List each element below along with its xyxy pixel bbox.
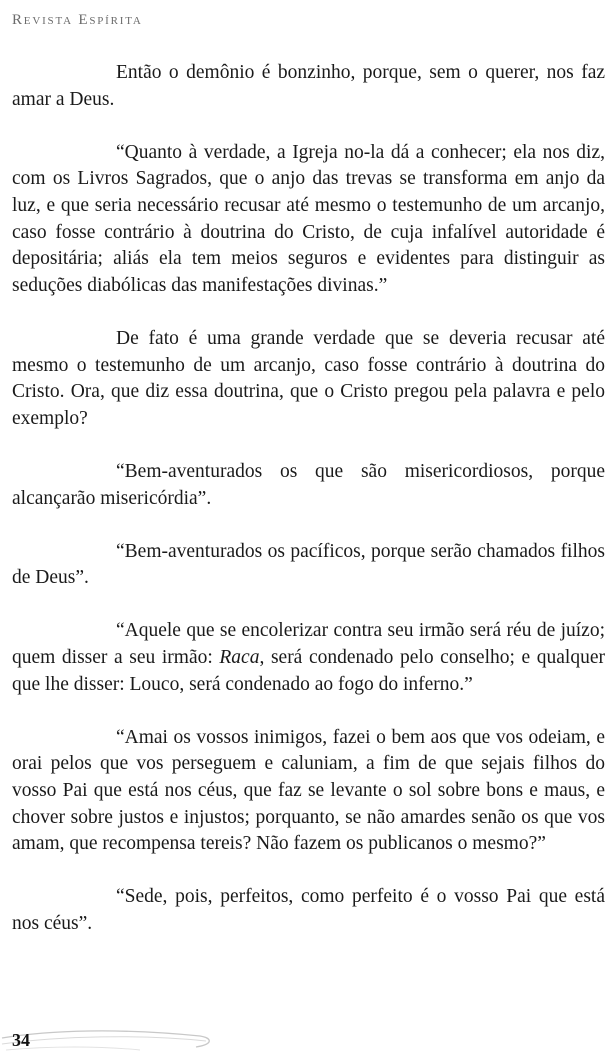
running-header: Revista Espírita: [12, 12, 143, 28]
page-number: 34: [12, 1030, 30, 1050]
paragraph-raca: [12, 618, 605, 698]
paragraph: De fato é uma grande verdade que se deveria recusar até mesmo o testemunho de um arcanjo, caso fosse contrário à doutrina do Cristo. Ora, que diz essa doutrina, que o Cristo pregou pela palavra e pelo exemplo?: [12, 327, 605, 429]
decorative-swoosh: [0, 1020, 230, 1056]
paragraph: “Quanto à verdade, a Igreja no-la dá a conhecer; ela nos diz, com os Livros Sagrados, que o anjo das trevas se transforma em anjo da luz, e que seria necessário recusar até mesmo o testemunho de um arcanjo, caso fosse contrário à doutrina do Cristo, de cuja infalível autoridade é depositária; aliás ela tem meios seguros e evidentes para distinguir as seduções diabólicas das manifestações divinas.”: [12, 141, 605, 296]
text-span: , será condenado pelo conselho; e qualquer que lhe disser: Louco, será condenado ao fogo do inferno.”: [12, 647, 605, 695]
page-body: [12, 60, 605, 938]
text-span: “Aquele que se encolerizar contra seu irmão será réu de juízo; quem disser a seu irmão:: [12, 620, 605, 669]
paragraph: “Bem-aventurados os que são misericordiosos, porque alcançarão misericórdia”.: [12, 460, 605, 509]
paragraph: “Sede, pois, perfeitos, como perfeito é o vosso Pai que está nos céus”.: [12, 886, 605, 934]
paragraph: Então o demônio é bonzinho, porque, sem o querer, nos faz amar a Deus.: [12, 62, 605, 110]
paragraph: “Amai os vossos inimigos, fazei o bem aos que vos odeiam, e orai pelos que vos perseguem e caluniam, a fim de que sejais filhos do vosso Pai que está nos céus, que faz se levante o sol sobre bons e maus, e chover sobre justos e injustos; porquanto, se não amardes senão os que vos amam, que recompensa tereis? Não fazem os publicanos o mesmo?”: [12, 726, 605, 855]
paragraph: “Bem-aventurados os pacíficos, porque serão chamados filhos de Deus”.: [12, 540, 605, 589]
italic-word: Raca: [219, 647, 260, 669]
